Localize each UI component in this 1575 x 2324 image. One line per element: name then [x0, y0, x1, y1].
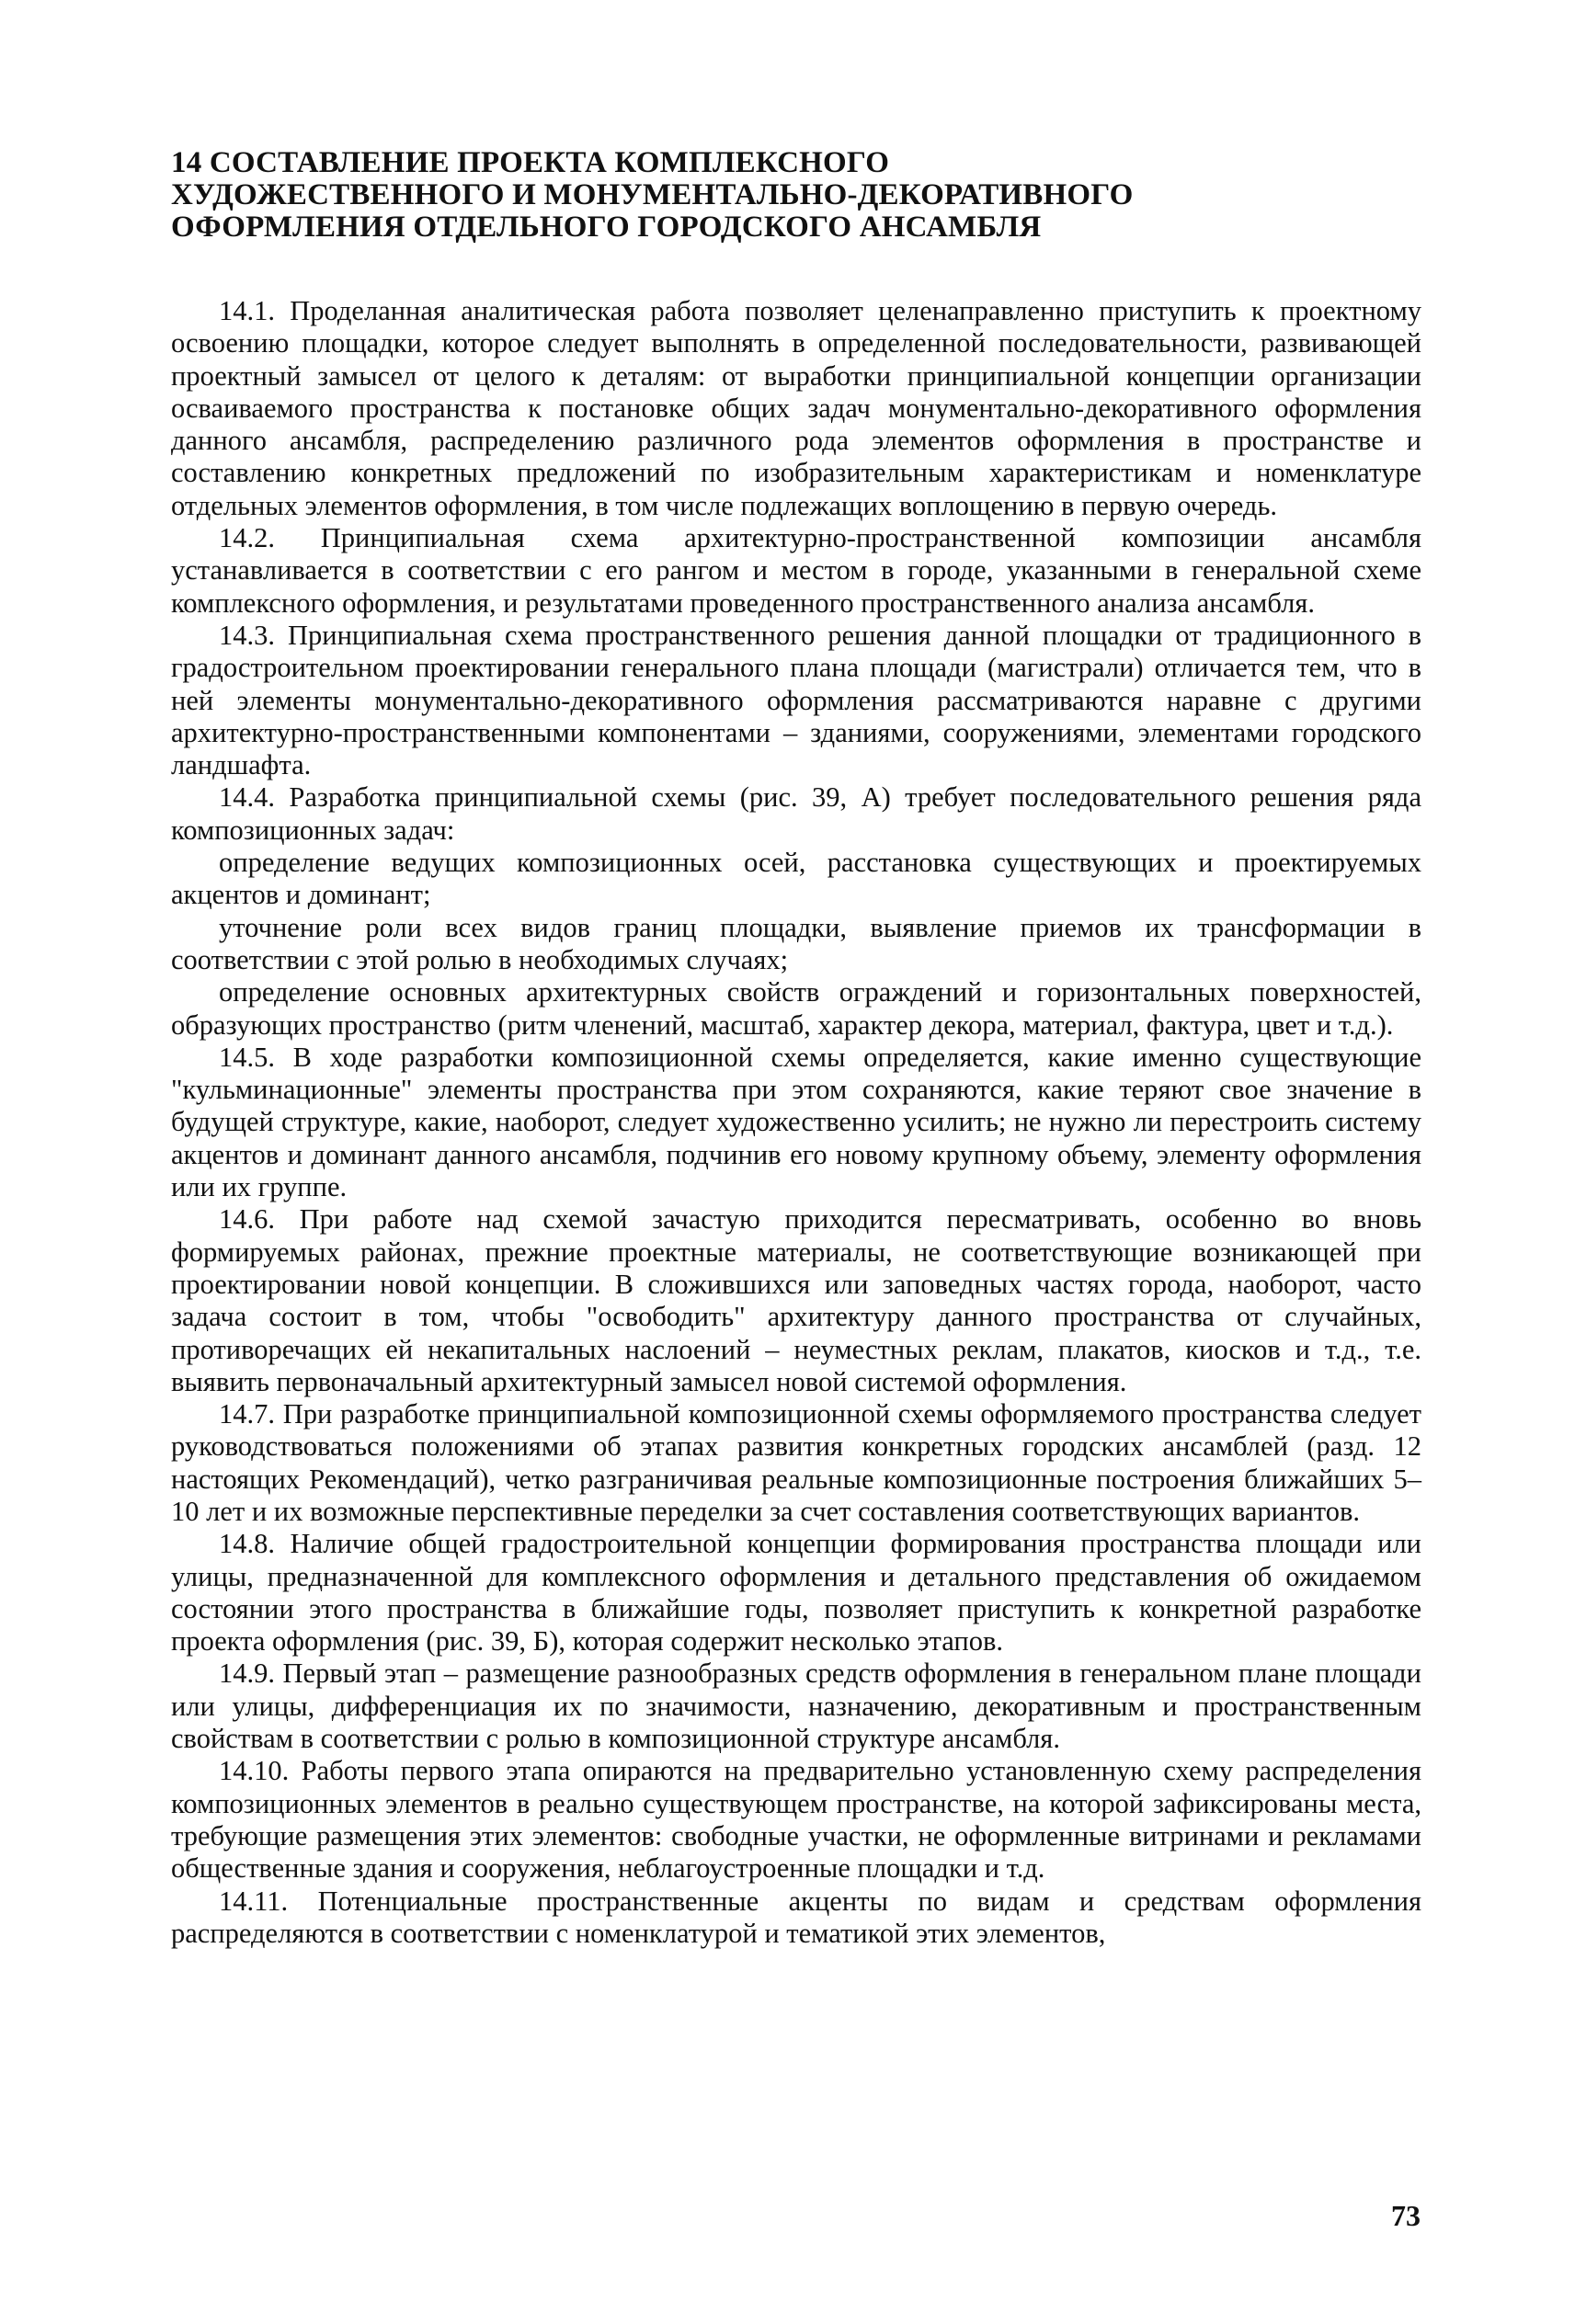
paragraph-number: 14.7.	[219, 1398, 275, 1430]
paragraph-number: 14.11.	[219, 1885, 289, 1917]
paragraph-text: Принципиальная схема пространственного решения данной площадки от традиционного в градостроительном проектировании генерального плана площади (магистрали) отличается тем, что в ней элементы монументально-декоративного оформления рассматриваются наравне с другими архитектурно-пространственными компонентами – зданиями, сооружениями, элементами городского ландшафта.	[171, 619, 1422, 781]
chapter-heading	[171, 147, 1421, 244]
heading-line: ХУДОЖЕСТВЕННОГО И МОНУМЕНТАЛЬНО-ДЕКОРАТИВНОГО	[171, 178, 1134, 211]
paragraph-14-4	[171, 781, 1421, 847]
paragraph-text: Первый этап – размещение разнообразных средств оформления в генеральном плане площади или улицы, дифференциация их по значимости, назначению, декоративным и пространственным свойствам в соответствии с ролью в композиционной структуре ансамбля.	[171, 1658, 1421, 1755]
paragraph-number: 14.5.	[219, 1041, 275, 1073]
paragraph-number: 14.2.	[219, 522, 275, 554]
paragraph-text: В ходе разработки композиционной схемы определяется, какие именно существующие "кульминационные" элементы пространства при этом сохраняются, какие теряют свое значение в будущей структуре, какие, наоборот, следует художественно усилить; не нужно ли перестроить систему акцентов и доминант данного ансамбля, подчинив его новому крупному объему, элементу оформления или их группе.	[171, 1041, 1421, 1203]
paragraph-text: Проделанная аналитическая работа позволяет целенаправленно приступить к проектному освоению площадки, которое следует выполнять в определенной последовательности, развивающей проектный замысел от целого к деталям: от выработки принципиальной концепции организации осваиваемого пространства к постановке общих задач монументально-декоративного оформления данного ансамбля, распределению различного рода элементов оформления в пространстве и составлению конкретных предложений по изобразительным характеристикам и номенклатуре отдельных элементов оформления, в том числе подлежащих воплощению в первую очередь.	[171, 295, 1422, 521]
paragraph-14-5	[171, 1042, 1421, 1203]
list-item: уточнение роли всех видов границ площадки, выявление приемов их трансформации в соответствии с этой ролью в необходимых случаях;	[171, 911, 1421, 975]
paragraph-14-9	[171, 1658, 1421, 1755]
page-number: 73	[1391, 2199, 1421, 2232]
paragraph-text: Работы первого этапа опираются на предварительно установленную схему распределения композиционных элементов в реально существующем пространстве, на которой зафиксированы места, требующие размещения этих элементов: свободные участки, не оформленные витринами и рекламами общественные здания и сооружения, неблагоустроенные площадки и т.д.	[171, 1755, 1421, 1885]
paragraph-number: 14.3.	[219, 619, 275, 651]
list-item: определение основных архитектурных свойств ограждений и горизонтальных поверхностей, образующих пространство (ритм членений, масштаб, характер декора, материал, фактура, цвет и т.д.).	[171, 976, 1421, 1041]
paragraph-number: 14.10.	[219, 1755, 290, 1787]
paragraph-14-2	[171, 522, 1421, 620]
paragraph-number: 14.8.	[219, 1528, 275, 1560]
paragraph-number: 14.4.	[219, 781, 275, 814]
paragraph-number: 14.6.	[219, 1203, 275, 1236]
paragraph-14-10	[171, 1755, 1421, 1885]
paragraph-text: При работе над схемой зачастую приходится пересматривать, особенно во вновь формируемых районах, прежние проектные материалы, не соответствующие возникающей при проектировании новой концепции. В сложившихся или заповедных частях города, наоборот, часто задача состоит в том, чтобы "освободить" архитектуру данного пространства от случайных, противоречащих ей некапитальных наслоений – неуместных реклам, плакатов, киосков и т.д., т.е. выявить первоначальный архитектурный замысел новой системой оформления.	[171, 1203, 1421, 1397]
paragraph-14-11	[171, 1885, 1421, 1951]
paragraph-14-7	[171, 1398, 1421, 1528]
page-content	[171, 147, 1421, 1950]
paragraph-14-8	[171, 1528, 1421, 1658]
paragraph-text: Потенциальные пространственные акценты по видам и средствам оформления распределяются в соответствии с номенклатурой и тематикой этих элементов,	[171, 1885, 1422, 1949]
heading-line: 14 СОСТАВЛЕНИЕ ПРОЕКТА КОМПЛЕКСНОГО	[171, 146, 890, 179]
paragraph-text: Наличие общей градостроительной концепции формирования пространства площади или улицы, предназначенной для комплексного оформления и детального представления об ожидаемом состоянии этого пространства в ближайшие годы, позволяет приступить к конкретной разработке проекта оформления (рис. 39, Б), которая содержит несколько этапов.	[171, 1528, 1421, 1658]
paragraph-14-1	[171, 295, 1421, 522]
paragraph-number: 14.1.	[219, 295, 275, 326]
paragraph-text: Разработка принципиальной схемы (рис. 39, А) требует последовательного решения ряда композиционных задач:	[171, 781, 1421, 846]
paragraph-14-6	[171, 1203, 1421, 1398]
paragraph-number: 14.9.	[219, 1658, 275, 1690]
paragraph-text: При разработке принципиальной композиционной схемы оформляемого пространства следует руководствоваться положениями об этапах развития конкретных городских ансамблей (разд. 12 настоящих Рекомендаций), четко разграничивая реальные композиционные построения ближайших 5–10 лет и их возможные перспективные переделки за счет составления соответствующих вариантов.	[171, 1398, 1421, 1527]
paragraph-14-3	[171, 620, 1421, 781]
list-item: определение ведущих композиционных осей, расстановка существующих и проектируемых акцентов и доминант;	[171, 847, 1421, 911]
paragraph-text: Принципиальная схема архитектурно-пространственной композиции ансамбля устанавливается в соответствии с его рангом и местом в городе, указанными в генеральной схеме комплексного оформления, и результатами проведенного пространственного анализа ансамбля.	[171, 522, 1421, 619]
heading-line: ОФОРМЛЕНИЯ ОТДЕЛЬНОГО ГОРОДСКОГО АНСАМБЛЯ	[171, 211, 1042, 244]
